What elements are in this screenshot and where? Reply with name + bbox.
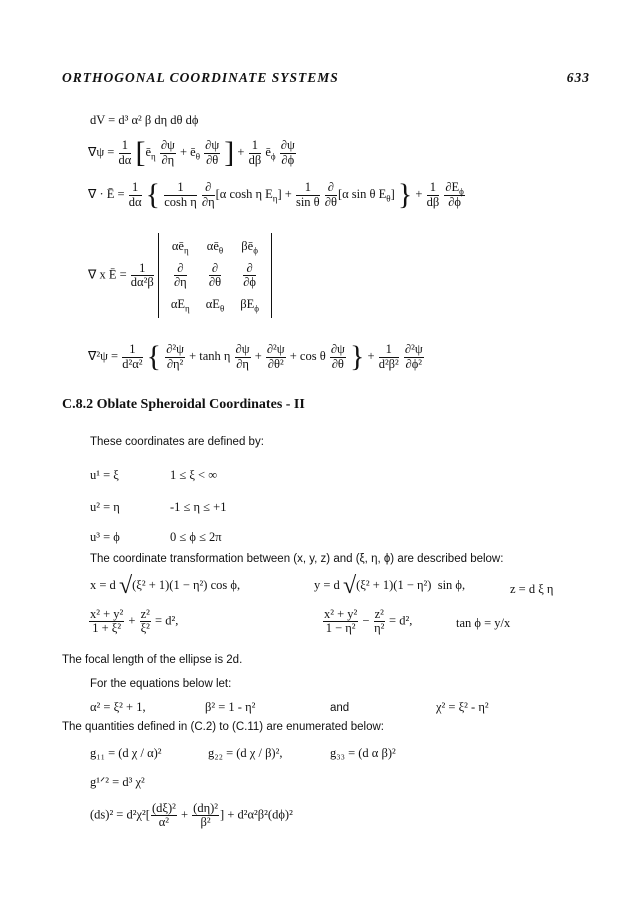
volume-element-equation: dV = d³ α² β dη dθ dϕ — [90, 113, 199, 127]
line-element-equation: (ds)² = d²χ²[ $\frac{\text{(dξ)²}}{\text{α²}}$ + $\frac{\text{(dη)²}}{\text{β²}}$ ] + d²α²β²(dϕ)² — [90, 801, 293, 830]
g11-metric: g₁₁ = (d χ / α)² — [90, 746, 162, 760]
curl-determinant: $\alpha ē_\eta$ $\alpha ē_\theta$ $\beta ē_\phi$ $\frac{\partial}{\partial\eta}$ $\frac{\partial}{\partial\theta}$ $\frac{\partial}{\partial\phi}$ $\alpha E_\eta$ $\alpha E_\theta$ $\beta E_\phi$ — [158, 233, 272, 318]
header-title: ORTHOGONAL COORDINATE SYSTEMS — [62, 70, 339, 85]
coord-u1: u¹ = ξ — [90, 468, 119, 482]
laplacian-equation: ∇²ψ = $\frac{1}{\text{d²α²}}$ { $\frac{\text{∂²ψ}}{\text{∂η²}}$ + tanh η $\frac{\partial\psi}{\partial\eta}$ + $\frac{\text{∂²ψ}}{\text{∂θ²}}$ + cos θ $\frac{\partial\psi}{\partial\theta}$ } + $\frac{1}{\text{d²β²}}$ $\frac{\text{∂²ψ}}{\text{∂ϕ²}}$ — [88, 340, 423, 373]
hyperboloid-equation: $\frac{\text{x² + y²}}{\text{1 − η²}}$ − $\frac{\text{z²}}{\text{η²}}$ = d², — [324, 607, 413, 636]
focal-length-text: The focal length of the ellipse is 2d. — [62, 654, 243, 666]
running-header — [62, 70, 590, 86]
coord-u1-range: 1 ≤ ξ < ∞ — [170, 468, 218, 482]
for-equations-text: For the equations below let: — [90, 678, 232, 690]
coord-u3-range: 0 ≤ ϕ ≤ 2π — [170, 530, 222, 544]
defined-by-text: These coordinates are defined by: — [90, 436, 264, 448]
alpha-definition: α² = ξ² + 1, — [90, 700, 146, 714]
ellipsoid-equation: $\frac{\text{x² + y²}}{\text{1 + ξ²}}$ + $\frac{\text{z²}}{\text{ξ²}}$ = d², — [90, 607, 179, 636]
transform-description: The coordinate transformation between (x, y, z) and (ξ, η, ϕ) are described below: — [90, 553, 504, 565]
coord-u2-range: -1 ≤ η ≤ +1 — [170, 500, 227, 514]
page-number: 633 — [566, 70, 590, 85]
section-heading: C.8.2 Oblate Spheroidal Coordinates - II — [62, 397, 305, 412]
y-transform-equation: y = d √(ξ² + 1)(1 − η²) sin ϕ, — [314, 573, 466, 599]
x-transform-equation: x = d √(ξ² + 1)(1 − η²) cos ϕ, — [90, 573, 241, 599]
chi-definition: χ² = ξ² - η² — [436, 700, 489, 714]
coord-u3: u³ = ϕ — [90, 530, 120, 544]
g22-metric: g₂₂ = (d χ / β)², — [208, 746, 283, 760]
and-text: and — [330, 702, 350, 714]
g33-metric: g₃₃ = (d α β)² — [330, 746, 396, 760]
coord-u2: u² = η — [90, 500, 120, 514]
g-half-metric: g¹ᐟ² = d³ χ² — [90, 775, 145, 789]
beta-definition: β² = 1 - η² — [205, 700, 256, 714]
gradient-equation: ∇ψ = $\frac{1}{d\alpha}$ [$ē_\eta$ $\frac{\partial\psi}{\partial\eta}$ + $ē_\theta$ $\frac{\partial\psi}{\partial\theta}$ ] + $\frac{1}{d\beta}$ $ē_\phi$ $\frac{\partial\psi}{\partial\phi}$ — [88, 136, 295, 169]
z-transform-equation: z = d ξ η — [510, 582, 554, 596]
quantities-text: The quantities defined in (C.2) to (C.11) are enumerated below: — [62, 721, 384, 733]
divergence-equation: ∇ · Ē = $\frac{1}{d\alpha}$ { $\frac{1}{\text{cosh η}}$ $\frac{\partial}{\partial\eta}$ [α cosh η $E_\eta$] + $\frac{1}{\text{sin θ}}$ $\frac{\partial}{\partial\theta}$ [α sin θ $E_\theta$] } + $\frac{1}{d\beta}$ $\frac{\partial E_\phi}{\partial\phi}$ — [88, 178, 464, 211]
tan-phi-equation: tan ϕ = y/x — [456, 616, 511, 630]
curl-equation: ∇ x Ē = $\frac{1}{\text{dα²β}}$ $\alpha ē_\eta$ $\alpha ē_\theta$ $\beta ē_\phi$ $\frac{\partial}{\partial\eta}$ $\frac{\partial}{\partial\theta}$ $\frac{\partial}{\partial\phi}$ $\alpha E_\eta$ $\alpha E_\theta$ $\beta E_\phi$ — [88, 233, 272, 318]
